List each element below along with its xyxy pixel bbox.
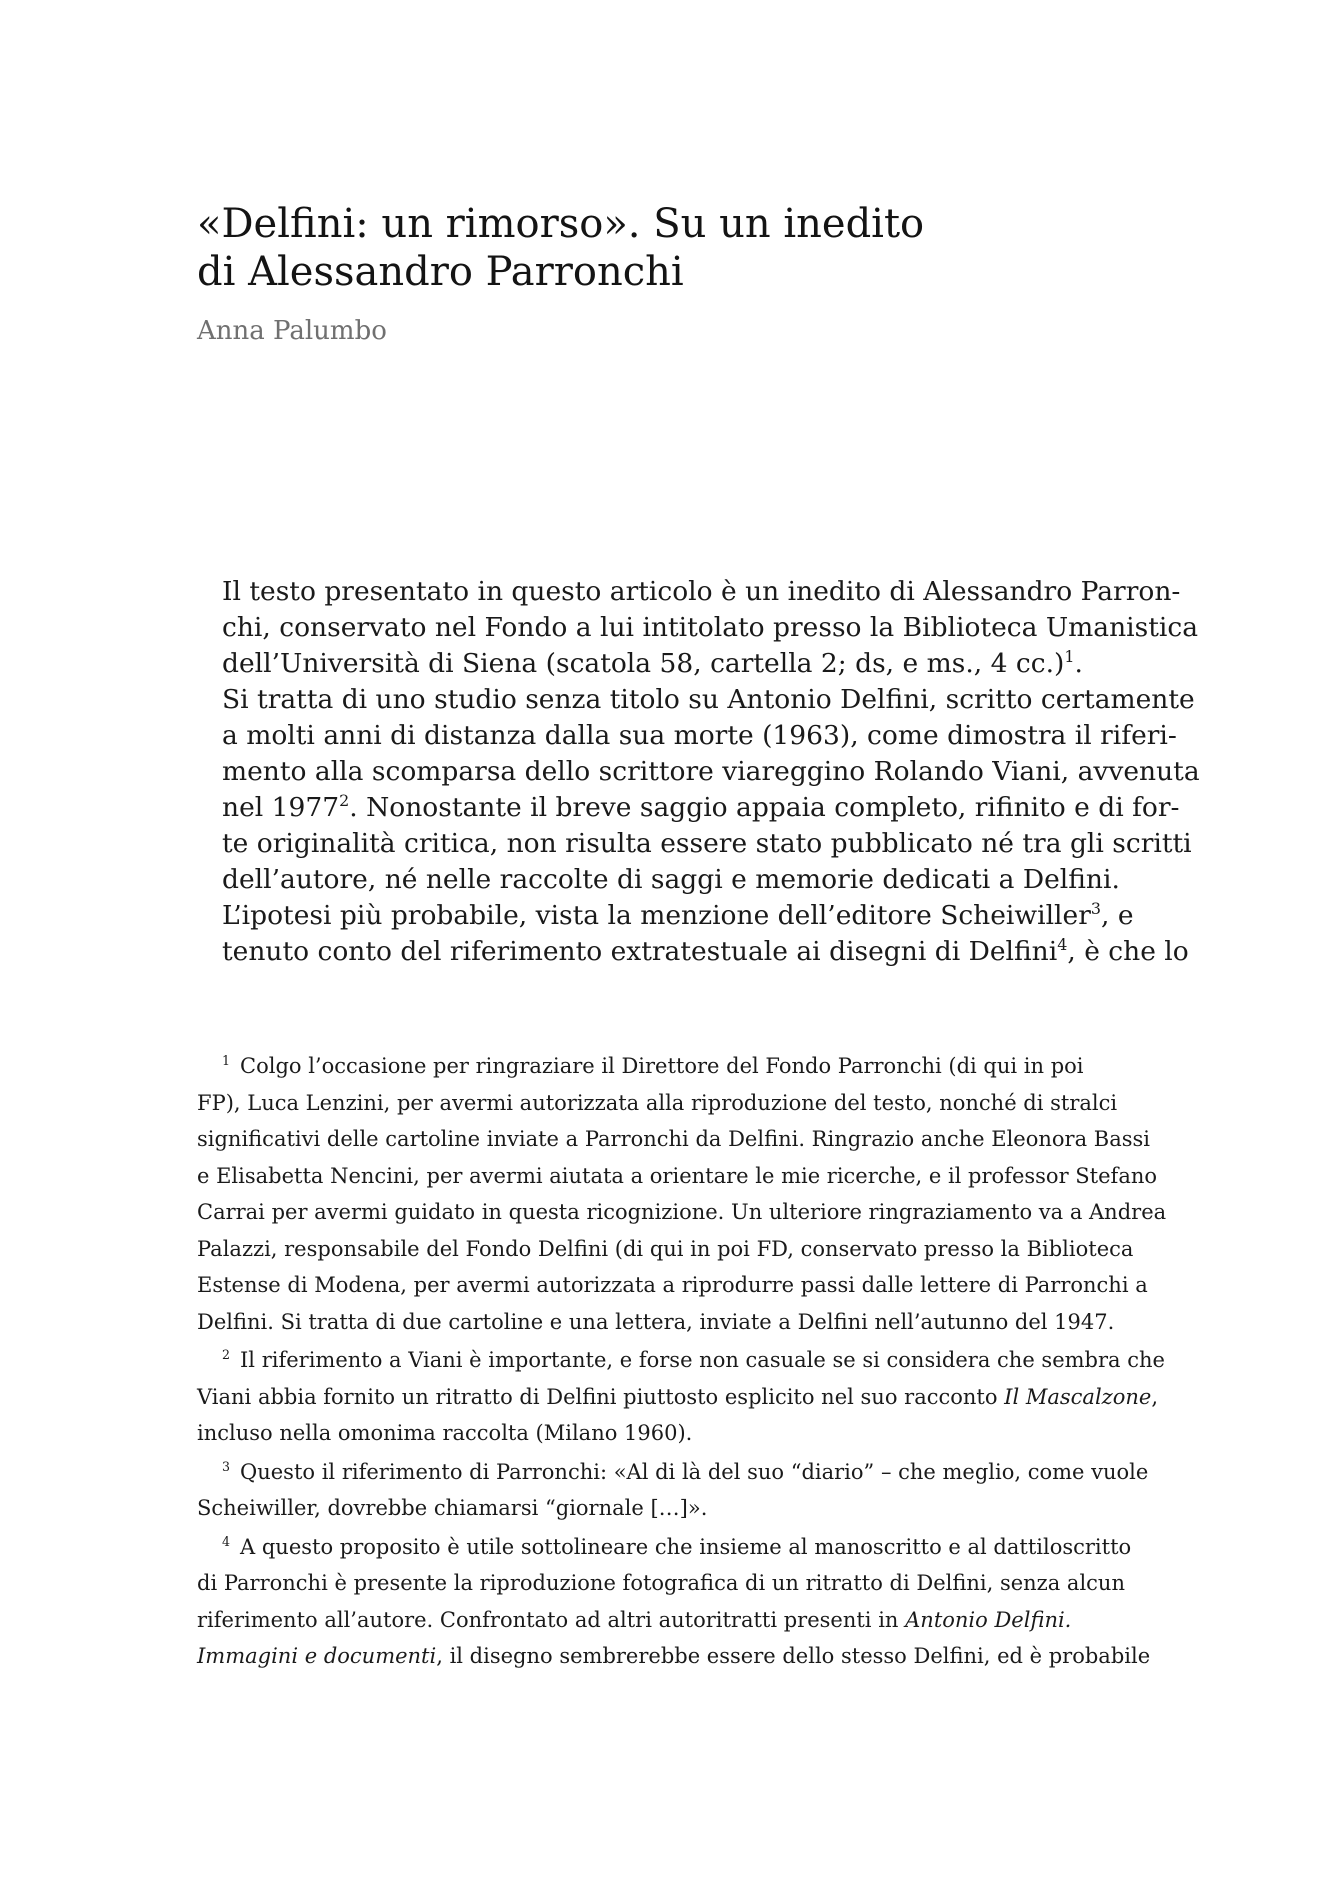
text-line: chi, conservato nel Fondo a lui intitolato presso la Biblioteca Umanistica <box>222 612 1198 643</box>
text-line: Estense di Modena, per avermi autorizzata a riprodurre passi dalle lettere di Parronchi a <box>197 1273 1148 1297</box>
text-line <box>197 1638 1151 1675</box>
text-line <box>197 898 1134 934</box>
footnote-1 <box>197 1048 1167 1340</box>
footnote-number: 1 <box>222 1053 231 1068</box>
text-line: te originalità critica, non risulta essere stato pubblicato né tra gli scritti <box>222 828 1192 859</box>
text-line: Si tratta di uno studio senza titolo su Antonio Delfini, scritto certamente <box>222 684 1195 715</box>
text-line: Scheiwiller, dovrebbe chiamarsi “giornale […]». <box>197 1496 708 1520</box>
text-line: a molti anni di distanza dalla sua morte (1963), come dimostra il riferi- <box>222 720 1177 751</box>
title-block <box>197 200 1097 296</box>
text-line: incluso nella omonima raccolta (Milano 1960). <box>197 1421 693 1445</box>
text-run: nel 1977 <box>222 792 340 823</box>
text-line: FP), Luca Lenzini, per avermi autorizzata alla riproduzione del testo, nonché di stralci <box>197 1090 1118 1115</box>
author-name: Anna Palumbo <box>197 316 387 346</box>
text-run: , <box>1151 1384 1159 1409</box>
text-run: dell’Università di Siena (scatola 58, cartella 2; ds, e ms., 4 cc.) <box>222 648 1065 679</box>
text-line <box>197 1602 1072 1639</box>
text-run: L’ipotesi più probabile, vista la menzione dell’editore Scheiwiller <box>222 900 1091 931</box>
text-line <box>197 1529 1132 1566</box>
footnotes <box>197 1048 1167 1677</box>
book-title: Immagini e documenti <box>197 1644 437 1668</box>
title-line: «Delfini: un rimorso». Su un inedito <box>197 201 925 247</box>
footnote-number: 3 <box>222 1458 231 1474</box>
text-line <box>197 934 1189 970</box>
text-run: , e <box>1101 900 1134 931</box>
text-line <box>197 1379 1159 1416</box>
text-line <box>197 646 1083 682</box>
footnote-number: 2 <box>222 1347 231 1362</box>
text-run: . Nonostante il breve saggio appaia completo, rifinito e di for- <box>349 792 1180 823</box>
paragraph <box>197 682 1200 898</box>
text-run: Questo il riferimento di Parronchi: «Al di là del suo “diario” – che meglio, come vuole <box>240 1459 1149 1484</box>
text-line: dell’autore, né nelle raccolte di saggi e memorie dedicati a Delfini. <box>222 864 1120 895</box>
text-line: di Parronchi è presente la riproduzione fotografica di un ritratto di Delfini, senza alcun <box>197 1571 1125 1595</box>
footnote-ref[interactable]: 1 <box>1064 647 1075 667</box>
footnote-2 <box>197 1342 1165 1452</box>
text-line: significativi delle cartoline inviate a Parronchi da Delfini. Ringrazio anche Eleonora Bassi <box>197 1127 1150 1151</box>
paragraph <box>197 574 1198 682</box>
footnote-4 <box>197 1529 1151 1675</box>
text-line: e Elisabetta Nencini, per avermi aiutata a orientare le mie ricerche, e il professor Stefano <box>197 1163 1158 1188</box>
text-line: Delfini. Si tratta di due cartoline e una lettera, inviate a Delfini nell’autunno del 1947. <box>197 1309 1115 1334</box>
text-line: mento alla scomparsa dello scrittore viareggino Rolando Viani, avvenuta <box>222 756 1200 787</box>
book-title: Il Mascalzone <box>1004 1384 1152 1409</box>
text-run: tenuto conto del riferimento extratestuale ai disegni di Delfini <box>222 936 1058 967</box>
title-line: di Alessandro Parronchi <box>197 249 684 295</box>
footnote-number: 4 <box>222 1533 231 1549</box>
text-run: Colgo l’occasione per ringraziare il Direttore del Fondo Parronchi (di qui in poi <box>240 1054 1084 1078</box>
footnote-ref[interactable]: 2 <box>339 791 350 811</box>
text-line <box>197 1048 1084 1085</box>
text-run: , è che lo <box>1067 936 1189 967</box>
text-run: , il disegno sembrerebbe essere dello stesso Delfini, ed è probabile <box>436 1644 1151 1668</box>
text-run: A questo proposito è utile sottolineare che insieme al manoscritto e al dattiloscritto <box>240 1534 1132 1559</box>
text-run: Viani abbia fornito un ritratto di Delfini piuttosto esplicito nel suo racconto <box>197 1384 1005 1409</box>
text-line <box>197 1454 1149 1491</box>
footnote-3 <box>197 1454 1149 1527</box>
text-line <box>197 1342 1165 1379</box>
text-line: Palazzi, responsabile del Fondo Delfini (di qui in poi FD, conservato presso la Biblioteca <box>197 1236 1134 1261</box>
footnote-ref[interactable]: 4 <box>1057 935 1068 955</box>
text-line: Carrai per avermi guidato in questa ricognizione. Un ulteriore ringraziamento va a Andrea <box>197 1200 1167 1224</box>
text-run: . <box>1074 648 1083 679</box>
paragraph <box>197 898 1189 970</box>
footnote-ref[interactable]: 3 <box>1090 899 1101 919</box>
text-line <box>197 790 1180 826</box>
article-title <box>197 200 1097 296</box>
text-run: riferimento all’autore. Confrontato ad altri autoritratti presenti in <box>197 1607 906 1632</box>
text-line: Il testo presentato in questo articolo è un inedito di Alessandro Parron- <box>222 576 1181 607</box>
text-run: Il riferimento a Viani è importante, e forse non casuale se si considera che sembra che <box>240 1348 1165 1372</box>
body-text <box>197 574 1200 970</box>
book-title: Antonio Delfini. <box>905 1607 1072 1632</box>
